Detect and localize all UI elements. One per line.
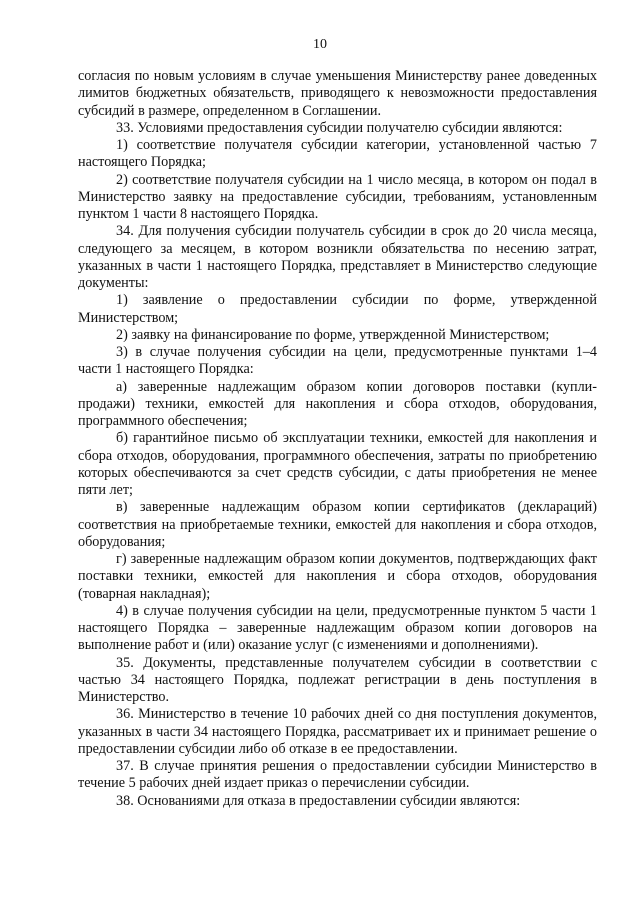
paragraph-item-34-3-g: г) заверенные надлежащим образом копии документов, подтверждающих факт поставки техники, емкостей для накопления и сбора отходов, оборудования (товарная накладная); — [78, 551, 597, 602]
paragraph-item-34-3: 3) в случае получения субсидии на цели, предусмотренные пунктами 1–4 части 1 настоящего Порядка: — [78, 344, 597, 378]
paragraph-continuation: согласия по новым условиям в случае уменьшения Министерству ранее доведенных лимитов бюджетных обязательств, приводящего к невозможности предоставления субсидий в размере, определенном в Соглашении. — [78, 68, 597, 119]
paragraph-item-34-4: 4) в случае получения субсидии на цели, предусмотренные пунктом 5 части 1 настоящего Порядка – заверенные надлежащим образом копии договоров на выполнение работ и (или) оказание услуг (с изменениями и дополнениями). — [78, 602, 597, 654]
paragraph-item-34-1: 1) заявление о предоставлении субсидии по форме, утвержденной Министерством; — [78, 292, 597, 326]
paragraph-item-34: 34. Для получения субсидии получатель субсидии в срок до 20 числа месяца, следующего за месяцем, в котором возникли обязательства по несению затрат, указанных в части 1 настоящего Порядка, представляет в Министерство следующие документы: — [78, 223, 597, 291]
paragraph-item-33-1: 1) соответствие получателя субсидии категории, установленной частью 7 настоящего Порядка; — [78, 137, 597, 171]
paragraph-item-34-3-v: в) заверенные надлежащим образом копии сертификатов (деклараций) соответствия на приобретаемые техники, емкостей для накопления и сбора отходов, оборудования; — [78, 499, 597, 550]
paragraph-item-36: 36. Министерство в течение 10 рабочих дней со дня поступления документов, указанных в части 34 настоящего Порядка, рассматривает их и принимает решение о предоставлении субсидии либо об отказе в ее предоставлении. — [78, 706, 597, 757]
page-number: 10 — [313, 37, 327, 52]
paragraph-item-37: 37. В случае принятия решения о предоставлении субсидии Министерство в течение 5 рабочих дней издает приказ о перечислении субсидии. — [78, 758, 597, 792]
paragraph-item-34-2: 2) заявку на финансирование по форме, утвержденной Министерством; — [116, 326, 550, 343]
paragraph-item-35: 35. Документы, представленные получателем субсидии в соответствии с частью 34 настоящего Порядка, подлежат регистрации в день поступления в Министерство. — [78, 654, 597, 705]
paragraph-item-34-3-a: а) заверенные надлежащим образом копии договоров поставки (купли-продажи) техники, емкостей для накопления и сбора отходов, оборудования, программного обеспечения; — [78, 378, 597, 429]
document-body — [78, 68, 597, 810]
paragraph-item-33-2: 2) соответствие получателя субсидии на 1 число месяца, в котором он подал в Министерство заявку на предоставление субсидии, требованиям, установленным пунктом 1 части 8 настоящего Порядка. — [78, 171, 597, 222]
paragraph-item-33: 33. Условиями предоставления субсидии получателю субсидии являются: — [116, 119, 563, 136]
paragraph-item-38: 38. Основаниями для отказа в предоставлении субсидии являются: — [116, 792, 521, 809]
paragraph-item-34-3-b: б) гарантийное письмо об эксплуатации техники, емкостей для накопления и сбора отходов, оборудования, программного обеспечения, затраты по приобретению которых обеспечиваются за счет средств субсидии, с даты приобретения не менее пяти лет; — [78, 430, 597, 498]
